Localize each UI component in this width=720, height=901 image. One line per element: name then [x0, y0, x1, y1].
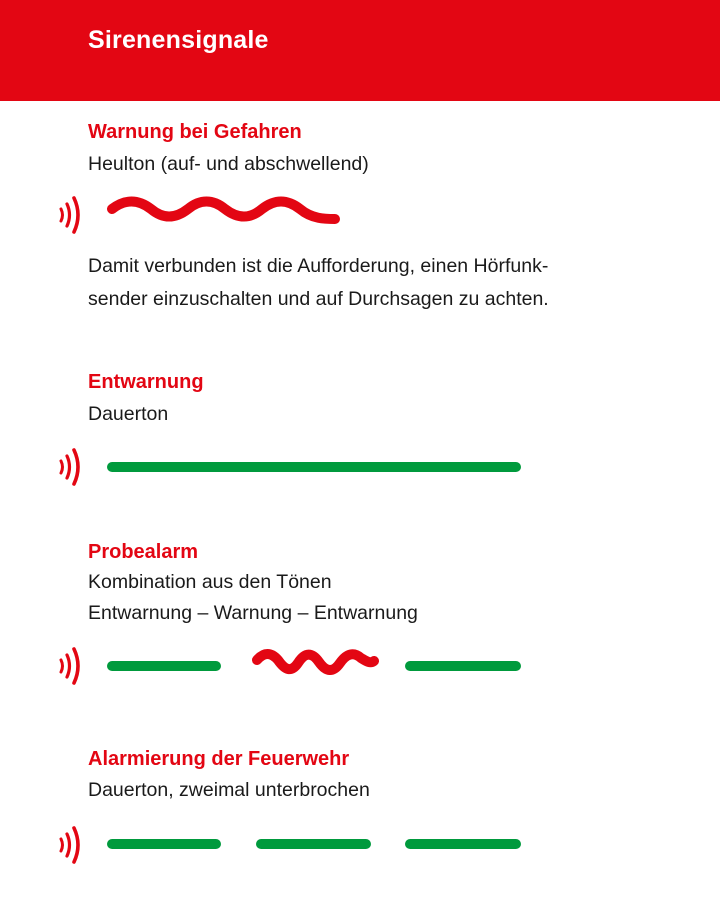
- section-description-line-2: sender einzuschalten und auf Durchsagen zu achten.: [88, 288, 549, 310]
- section-subtitle-warnung: Heulton (auf- und abschwellend): [88, 153, 369, 175]
- section-subtitle-probealarm-line-2: Entwarnung – Warnung – Entwarnung: [88, 602, 418, 624]
- signal-tone-wave-tone: [100, 646, 540, 686]
- section-subtitle-probealarm-line-1: Kombination aus den Tönen: [88, 571, 332, 593]
- section-title-probealarm: Probealarm: [88, 541, 199, 563]
- section-title-entwarnung: Entwarnung: [88, 371, 204, 393]
- siren-sound-icon: [56, 644, 90, 688]
- siren-sound-icon: [56, 823, 90, 867]
- signal-wave: [100, 193, 540, 233]
- header-bar: [0, 0, 720, 101]
- section-title-warnung: Warnung bei Gefahren: [88, 121, 302, 143]
- section-subtitle-feuerwehr: Dauerton, zweimal unterbrochen: [88, 779, 370, 801]
- section-description-line-1: Damit verbunden ist die Aufforderung, einen Hörfunk-: [88, 255, 549, 277]
- siren-sound-icon: [56, 193, 90, 237]
- signal-interrupted-tone: [100, 825, 540, 865]
- signal-continuous-tone: [100, 448, 540, 488]
- section-subtitle-entwarnung: Dauerton: [88, 403, 169, 425]
- siren-sound-icon: [56, 445, 90, 489]
- section-title-feuerwehr: Alarmierung der Feuerwehr: [88, 748, 350, 770]
- page-title: Sirenensignale: [88, 26, 269, 54]
